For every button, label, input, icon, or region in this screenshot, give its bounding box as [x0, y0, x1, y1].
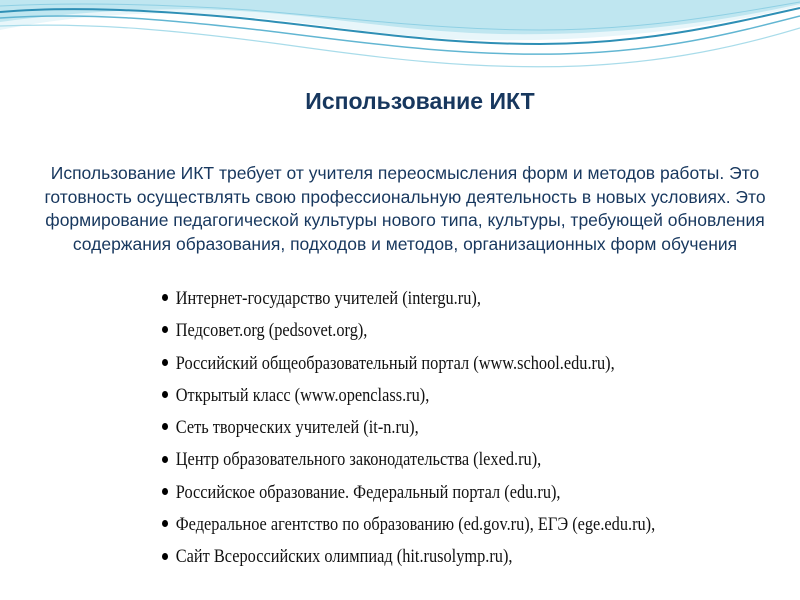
list-item-text: Федеральное агентство по образованию (ed.gov.ru), ЕГЭ (ege.edu.ru), [175, 514, 656, 536]
list-item-text: Интернет-государство учителей (intergu.ru), [175, 288, 481, 309]
list-item [162, 348, 655, 380]
bullet-dot-icon [162, 488, 168, 495]
list-item-text: Сайт Всероссийских олимпиад (hit.rusolymp.ru), [175, 546, 513, 568]
bullet-dot-icon [162, 553, 168, 560]
list-item [162, 380, 655, 412]
bullet-dot-icon [162, 456, 168, 463]
list-item [162, 477, 655, 509]
list-item-text: Российское образование. Федеральный портал (edu.ru), [175, 481, 561, 503]
intro-paragraph: Использование ИКТ требует от учителя переосмысления форм и методов работы. Это готовность осуществлять свою профессиональную деятельность в новых условиях. Это формирование педагогической культуры нового типа, культуры, требующей обновления содержания образования, подходов и методов, организационных форм обучения [44, 163, 766, 254]
resource-list [162, 283, 655, 574]
list-item [162, 283, 655, 315]
list-item-text: Российский общеобразовательный портал (www.school.edu.ru), [175, 352, 615, 374]
bullet-dot-icon [162, 294, 168, 301]
wave-decoration [0, 0, 800, 80]
list-item-text: Педсовет.org (pedsovet.org), [175, 320, 368, 342]
list-item [162, 315, 655, 347]
list-item [162, 541, 655, 573]
list-item-text: Открытый класс (www.openclass.ru), [175, 384, 430, 406]
bullet-dot-icon [162, 423, 168, 430]
list-item [162, 509, 655, 541]
bullet-dot-icon [162, 326, 168, 333]
slide-title: Использование ИКТ [305, 88, 535, 114]
list-item [162, 444, 655, 476]
bullet-dot-icon [162, 520, 168, 527]
list-item [162, 412, 655, 444]
list-item-text: Центр образовательного законодательства (lexed.ru), [175, 449, 542, 471]
list-item-text: Сеть творческих учителей (it-n.ru), [175, 417, 419, 439]
bullet-dot-icon [162, 359, 168, 366]
bullet-dot-icon [162, 391, 168, 398]
